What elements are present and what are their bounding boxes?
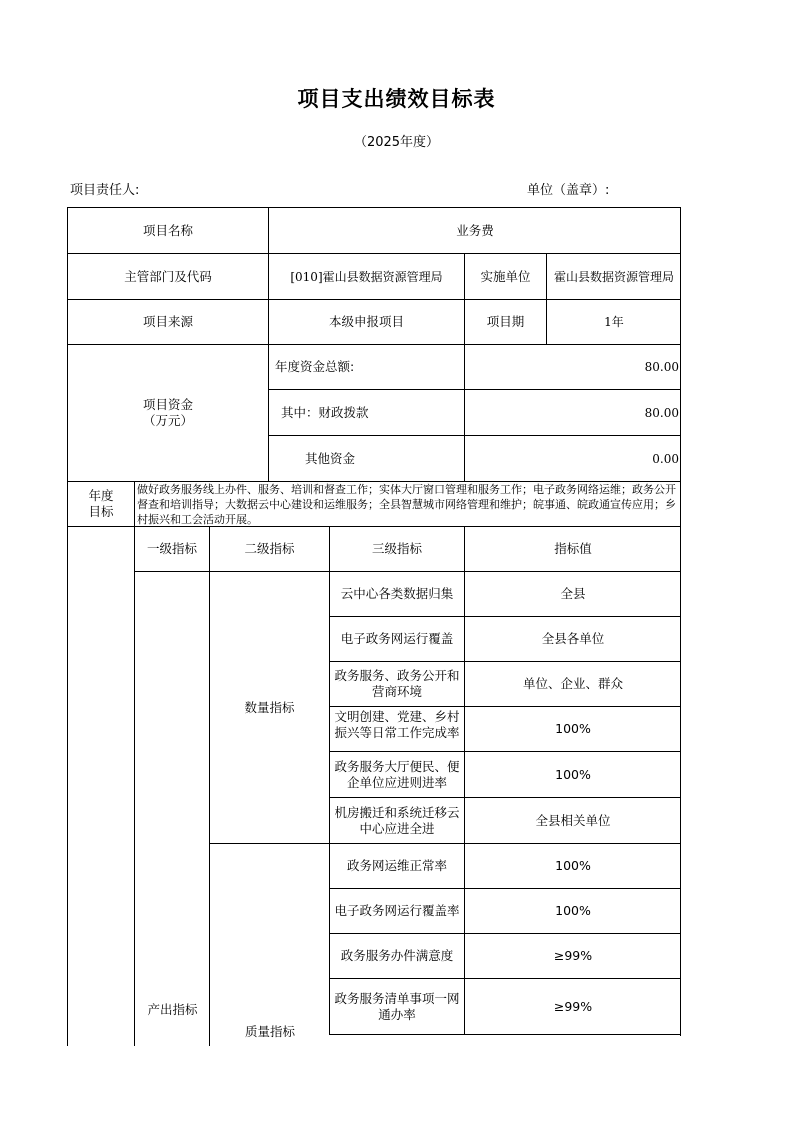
impl-unit-value: 霍山县数据资源管理局 [546,253,681,299]
fund-label: 项目资金 [142,397,193,412]
quantity-indicator-label: 数量指标 [244,699,295,715]
header-level2: 二级指标 [209,526,329,571]
indicator-value: 100% [464,843,681,888]
header-level1: 一级指标 [134,526,209,571]
indicator-value: ≥99% [464,933,681,978]
impl-unit-label: 实施单位 [464,253,546,299]
indicator-name: 政务服务清单事项一网通办率 [329,978,464,1035]
indicator-name: 机房搬迁和系统迁移云中心应进全进 [329,797,464,843]
fiscal-fund-label: 其中：财政拨款 [268,389,464,435]
indicator-name: 政务网运维正常率 [329,843,464,888]
indicator-value: ≥99% [464,978,681,1035]
indicator-value: 100% [464,888,681,933]
indicator-value: 100% [464,706,681,751]
quantity-indicator-cell [209,571,329,843]
indicator-value: 全县相关单位 [464,797,681,843]
dept-label: 主管部门及代码 [67,253,268,299]
fund-unit: （万元） [142,413,193,428]
level1-output-label: 产出指标 [147,1002,198,1017]
period-value: 1年 [546,299,681,344]
table-right-border [680,207,681,1036]
indicator-name: 政务服务、政务公开和营商环境 [329,661,464,706]
indicator-value: 100% [464,751,681,797]
indicator-side-cell [67,526,134,1046]
annual-goal-text: 做好政务服务线上办件、服务、培训和督查工作；实体大厅窗口管理和服务工作；电子政务网络运维；政务公开督查和培训指导；大数据云中心建设和运维服务；全县智慧城市网络管理和维护；皖事通、皖政通宣传应用；乡村振兴和工会活动开展。 [134,481,680,526]
annual-goal-label-1: 年度 [88,488,114,503]
responsible-person-label: 项目责任人: [70,183,140,198]
total-fund-label: 年度资金总额: [268,344,464,389]
source-value: 本级申报项目 [268,299,464,344]
project-name-label: 项目名称 [67,207,268,253]
indicator-name: 政务服务办件满意度 [329,933,464,978]
indicator-name: 电子政务网运行覆盖 [329,616,464,661]
indicator-name: 电子政务网运行覆盖率 [329,888,464,933]
project-name-value: 业务费 [268,207,681,253]
indicator-value: 全县 [464,571,681,616]
indicator-value: 全县各单位 [464,616,681,661]
fiscal-fund-value: 80.00 [464,389,681,435]
level1-output-cell [134,571,209,1046]
period-label: 项目期 [464,299,546,344]
other-fund-value: 0.00 [464,435,681,481]
header-value: 指标值 [464,526,681,571]
source-label: 项目来源 [67,299,268,344]
page-title: 项目支出绩效目标表 [297,87,496,111]
other-fund-label: 其他资金 [268,435,464,481]
quality-indicator-label: 质量指标 [244,1024,295,1039]
year-label: （2025年度） [353,135,440,150]
header-level3: 三级指标 [329,526,464,571]
unit-seal-label: 单位（盖章）: [527,183,610,198]
annual-goal-label-cell [67,481,134,526]
indicator-name: 云中心各类数据归集 [329,571,464,616]
dept-value: [010]霍山县数据资源管理局 [268,253,464,299]
quality-indicator-cell [209,843,329,1046]
indicator-name: 政务服务大厅便民、便企单位应进则进率 [329,751,464,797]
fund-label-cell [67,344,268,481]
annual-goal-label-2: 目标 [88,504,114,519]
total-fund-value: 80.00 [464,344,681,389]
indicator-name: 文明创建、党建、乡村振兴等日常工作完成率 [329,706,464,751]
indicator-value: 单位、企业、群众 [464,661,681,706]
